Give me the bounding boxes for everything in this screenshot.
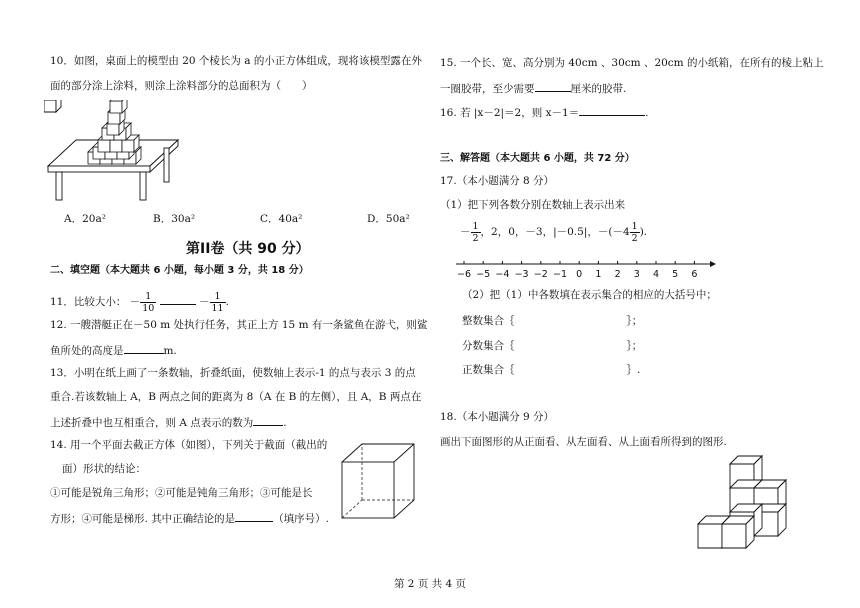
q11-neg2: －	[199, 296, 210, 308]
axis-tick-label: −5	[476, 269, 491, 280]
axis-tick-label: −1	[552, 269, 568, 280]
axis-tick-label: 4	[652, 269, 660, 280]
q11-neg1: －	[129, 296, 141, 308]
q10-option-d: D．50a²	[367, 213, 410, 225]
q16-blank[interactable]	[579, 104, 645, 116]
axis-tick-label: 6	[691, 269, 698, 280]
q14-line2: 面）形状的结论：	[62, 463, 146, 475]
stacked-cubes-figure	[690, 452, 800, 558]
q11-frac1: $\frac{1}{10}$	[142, 290, 155, 314]
q14-line4: 方形；④可能是梯形. 其中正确结论的是 （填序号）.	[50, 510, 329, 526]
q17-part1: （1）把下列各数分别在数轴上表示出来	[440, 199, 626, 211]
section2-heading: 二、填空题（本大题共 6 小题，每小题 3 分，共 18 分）	[50, 265, 309, 276]
q12-line2: 鱼所处的高度是 m.	[50, 342, 177, 358]
q15-line2: 一圈胶带，至少需要 厘米的胶带.	[440, 80, 626, 96]
axis-tick-label: −6	[456, 269, 472, 280]
q10-option-b: B．30a²	[153, 213, 196, 225]
cube-figure	[338, 440, 418, 522]
axis-tick-label: −3	[514, 269, 529, 280]
table-cubes-figure	[44, 100, 184, 202]
q10-option-a: A．20a²	[64, 213, 106, 225]
q11-blank[interactable]	[160, 293, 196, 305]
q16: 16. 若 |x－2|＝2，则 x－1＝ .	[440, 104, 649, 120]
q18-title: 18.（本小题满分 9 分）	[440, 411, 555, 423]
axis-tick-label: −2	[533, 269, 548, 280]
page-footer: 第 2 页 共 4 页	[393, 578, 467, 590]
q18-text: 画出下面图形的从正面看、从左面看、从上面看所得到的图形.	[440, 436, 727, 448]
q14-blank[interactable]	[235, 510, 273, 522]
axis-tick-label: 2	[614, 269, 621, 280]
axis-tick-label: 3	[633, 269, 640, 280]
q17-title: 17.（本小题满分 8 分）	[440, 175, 555, 187]
axis-tick-label: 1	[595, 269, 602, 280]
set-positive: 正数集合｛ ｝.	[462, 364, 641, 376]
volume-title: 第II卷（共 90 分）	[186, 241, 310, 257]
q14-line1: 14. 用一个平面去截正方体（如图），下列关于截面（截出的	[50, 439, 328, 451]
set-fraction: 分数集合｛ ｝；	[462, 340, 643, 352]
q13-line1: 13．小明在纸上画了一条数轴，折叠纸面，使数轴上表示-1 的点与表示 3 的点	[50, 367, 416, 379]
q15-line1: 15. 一个长、宽、高分别为 40cm 、30cm 、20cm 的小纸箱，在所有的棱上粘上	[440, 57, 824, 69]
section3-heading: 三、解答题（本大题共 6 小题，共 72 分）	[440, 153, 635, 164]
number-line	[454, 258, 718, 282]
q11-frac2: $\frac{1}{11}$	[211, 290, 224, 314]
axis-tick-label: 0	[576, 269, 583, 280]
q10-line1: 10．如图，桌面上的模型由 20 个棱长为 a 的小正方体组成，现将该模型露在外	[50, 55, 422, 67]
q11-prefix: 11．比较大小：	[50, 296, 127, 308]
q13-line2: 重合.若该数轴上 A，B 两点之间的距离为 8（A 在 B 的左侧），且 A，B 两点在	[50, 391, 422, 403]
q14-line3: ①可能是锐角三角形；②可能是钝角三角形；③可能是长	[50, 487, 313, 499]
q15-blank[interactable]	[535, 80, 571, 92]
set-integer: 整数集合｛ ｝；	[462, 315, 643, 327]
q13-blank[interactable]	[253, 414, 283, 426]
q10-line2: 面的部分涂上涂料，则涂上涂料部分的总面积为（ ）	[50, 80, 313, 92]
q10-option-c: C．40a²	[260, 213, 303, 225]
q17-numbers: － $\frac{1}{2}$ ，2，0，－3，|－0.5|，－(－4 $\frac{1}{2}$ ).	[460, 220, 648, 244]
q12-blank[interactable]	[124, 342, 164, 354]
axis-tick-label: 5	[672, 269, 679, 280]
q11: 11．比较大小： － $\frac{1}{10}$ － $\frac{1}{11}$ .	[50, 290, 229, 314]
q17-part2: （2）把（1）中各数填在表示集合的相应的大括号中；	[462, 289, 717, 301]
q13-line3: 上述折叠中也互相重合，则 A 点表示的数为 .	[50, 414, 287, 430]
axis-tick-label: −4	[495, 269, 510, 280]
q12-line1: 12. 一艘潜艇正在－50 m 处执行任务，其正上方 15 m 有一条鲨鱼在游弋，则鲨	[50, 319, 428, 331]
